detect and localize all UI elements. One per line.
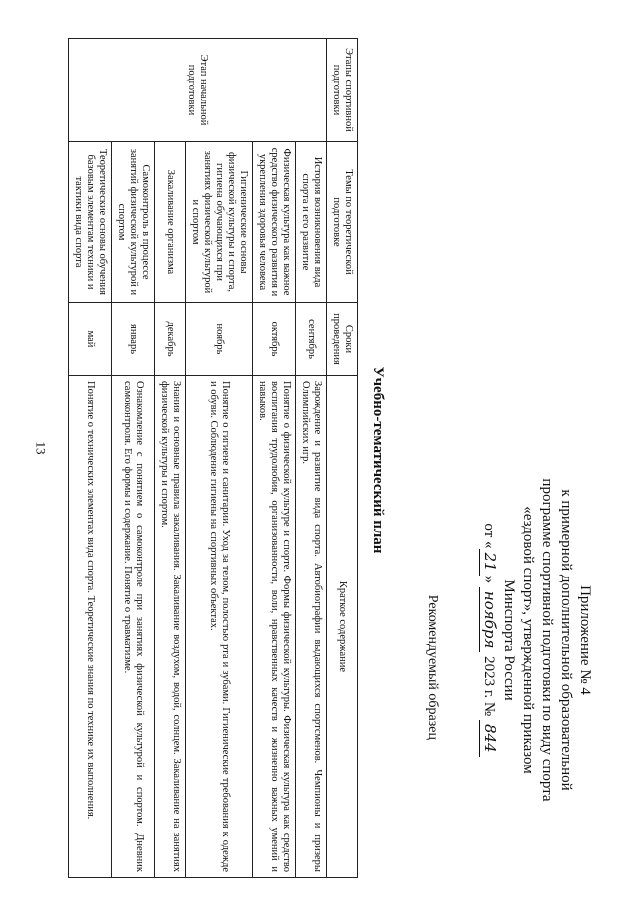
content-cell: Знания и основные правила закаливания. Закаливание воздухом, водой, солнцем. Закаливание на занятиях физической культуры и спортом. [155, 376, 186, 878]
term-cell: декабрь [155, 303, 186, 376]
term-cell: октябрь [253, 303, 296, 376]
annex-line-1: к примерной дополнительной образовательной [558, 489, 574, 791]
date-year: 2023 г. № [481, 652, 497, 720]
table-row [155, 39, 186, 878]
header-content: Краткое содержание [327, 376, 358, 878]
topic-cell: История возникновения вида спорта и его развитие [296, 142, 327, 303]
topic-cell: Теоретические основы обучения базовым элементам техники и тактики вида спорта [69, 142, 112, 303]
term-cell: ноябрь [186, 303, 253, 376]
annex-line-4: Минспорта России [501, 579, 517, 701]
content-cell: Ознакомление с понятием о самоконтроле при занятиях физической культурой и спортом. Дневник самоконтроля. Его формы и содержание. Понятие о травматизме. [112, 376, 155, 878]
annex-header [479, 430, 594, 850]
table-row [253, 39, 296, 878]
order-number: 844 [479, 720, 499, 757]
content-cell: Понятие о физической культуре и спорте. Формы физической культуры. Физическая культура как средство воспитания трудолюбия, организованности, воли, нравственных качеств и жизненно важных умений и навыков. [253, 376, 296, 878]
table-row [112, 39, 155, 878]
table-row [296, 39, 327, 878]
plan-table [68, 38, 358, 878]
header-stage: Этапы спортивной подготовки [327, 39, 358, 142]
header-term: Сроки проведения [327, 303, 358, 376]
date-prefix: от « [481, 523, 497, 549]
date-day: 21 [479, 549, 499, 576]
table-row [69, 39, 112, 878]
document-page [48, 30, 608, 890]
annex-line-2: программе спортивной подготовки по виду спорта [539, 478, 555, 802]
topic-cell: Закаливание организма [155, 142, 186, 303]
annex-line-3: «ездовой спорт», утвержденной приказом [520, 506, 536, 774]
stage-cell: Этап начальной подготовки [69, 39, 327, 142]
term-cell: январь [112, 303, 155, 376]
table-row [186, 39, 253, 878]
topic-cell: Самоконтроль в процессе занятий физической культурой и спортом [112, 142, 155, 303]
header-topic: Темы по теоретической подготовке [327, 142, 358, 303]
topic-cell: Физическая культура как важное средство физического развития и укрепления здоровья человека [253, 142, 296, 303]
annex-date-line [479, 430, 499, 850]
term-cell: май [69, 303, 112, 376]
date-month: ноября [479, 587, 499, 653]
plan-title: Учебно-тематический план [370, 366, 386, 554]
recommended-sample-note: Рекомендуемый образец [425, 594, 440, 740]
content-cell: Понятие о технических элементах вида спорта. Теоретические знания по технике их выполнения. [69, 376, 112, 878]
page-number: 13 [33, 441, 49, 455]
content-cell: Зарождение и развитие вида спорта. Автобиографии выдающихся спортсменов. Чемпионы и призеры Олимпийских игр. [296, 376, 327, 878]
term-cell: сентябрь [296, 303, 327, 376]
content-cell: Понятие о гигиене и санитарии. Уход за телом, полостью рта и зубами. Гигиенические требования к одежде и обуви. Соблюдение гигиены на спортивных объектах. [186, 376, 253, 878]
topic-cell: Гигиенические основы физической культуры и спорта, гигиена обучающихся при занятиях физической культурой и спортом [186, 142, 253, 303]
annex-title: Приложение № 4 [577, 585, 593, 695]
date-mid: » [481, 575, 497, 587]
table-header-row [327, 39, 358, 878]
